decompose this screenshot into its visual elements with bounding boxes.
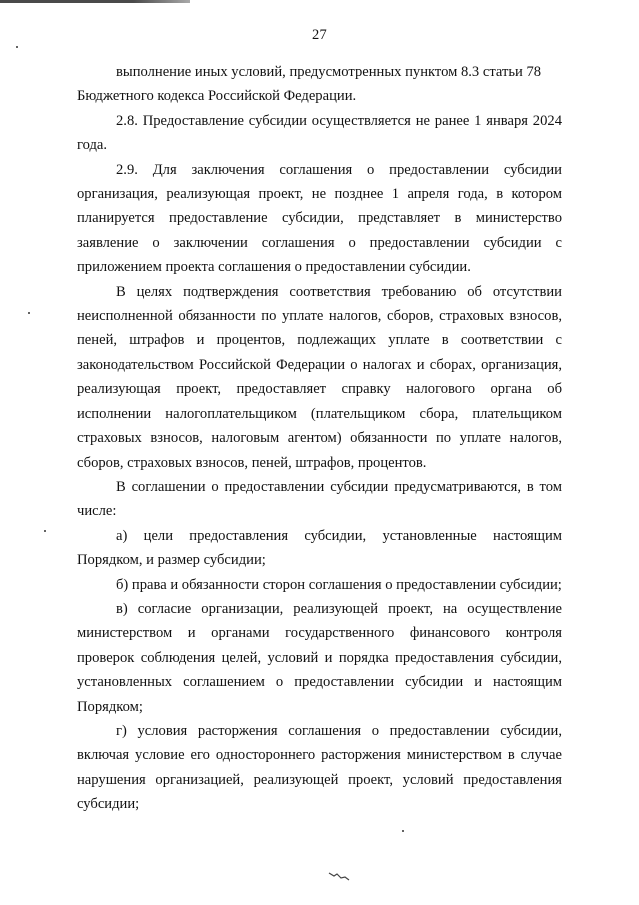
paragraph-tax-certificate: В целях подтверждения соответствия требованию об отсутствии неисполненной обязанности по уплате налогов, сборов, страховых взносов, пеней, штрафов и процентов, подлежащих уплате в соответствии с законодательством Российской Федерации о налогах и сборах, организация, реализующая проект, предоставляет справку налогового органа об исполнении налогоплательщиком (плательщиком сбора, плательщиком страховых взносов, налоговым агентом) обязанности по уплате налогов, сборов, страховых взносов, пеней, штрафов, процентов.: [77, 283, 562, 471]
list-item-g: г) условия расторжения соглашения о предоставлении субсидии, включая условие его одностороннего расторжения министерством в случае нарушения организацией, реализующей проект, условий предоставления субсидии;: [77, 722, 562, 813]
scan-speck: [16, 46, 18, 48]
scan-edge-line: [0, 0, 190, 3]
paragraph-continuation: выполнение иных условий, предусмотренных пунктом 8.3 статьи 78 Бюджетного кодекса Российской Федерации.: [77, 64, 542, 105]
list-item-v: в) согласие организации, реализующей проект, на осуществление министерством и органами государственного финансового контроля проверок соблюдения целей, условий и порядка предоставления субсидии, установленных соглашением о предоставлении субсидии и настоящим Порядком;: [77, 600, 562, 715]
handwritten-mark-icon: [328, 870, 350, 882]
page-number: 27: [311, 27, 328, 43]
list-item-a: а) цели предоставления субсидии, установленные настоящим Порядком, и размер субсидии;: [77, 527, 562, 569]
scan-speck: [402, 830, 404, 832]
document-body: [77, 60, 562, 817]
paragraph-2-8: 2.8. Предоставление субсидии осуществляется не ранее 1 января 2024 года.: [77, 112, 562, 154]
list-item-b: б) права и обязанности сторон соглашения о предоставлении субсидии;: [116, 576, 562, 593]
scan-speck: [44, 530, 46, 532]
paragraph-2-9: 2.9. Для заключения соглашения о предоставлении субсидии организация, реализующая проект, не позднее 1 апреля года, в котором планируется предоставление субсидии, представляет в министерство заявление о заключении соглашения о предоставлении субсидии с приложением проекта соглашения о предоставлении субсидии.: [77, 161, 562, 276]
scan-speck: [28, 312, 30, 314]
paragraph-agreement-terms: В соглашении о предоставлении субсидии предусматриваются, в том числе:: [77, 478, 562, 520]
